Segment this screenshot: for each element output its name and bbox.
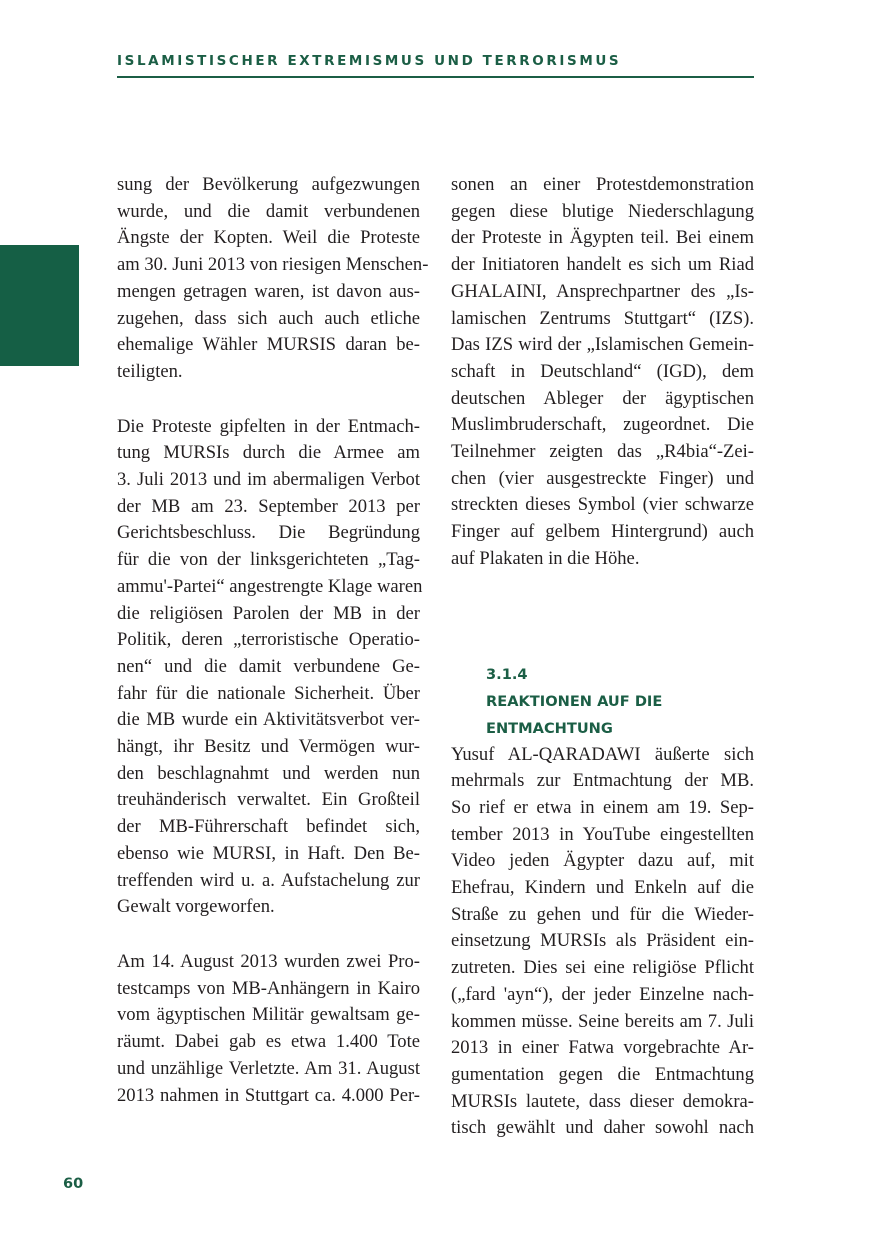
text-line: hängt, ihr Besitz und Vermögen wur- — [117, 736, 420, 758]
text-line: Das IZS wird der „Islamischen Gemein- — [451, 334, 754, 356]
text-line: Muslimbruderschaft, zugeordnet. Die — [451, 414, 754, 436]
text-line: Straße zu gehen und für die Wieder- — [451, 903, 754, 925]
text-line: Finger auf gelbem Hintergrund) auch — [451, 521, 754, 543]
text-line: Ehefrau, Kindern und Enkeln auf die — [451, 877, 754, 899]
text-line: testcamps von MB-Anhängern in Kairo — [117, 977, 420, 999]
text-line: Die Proteste gipfelten in der Entmach- — [117, 415, 420, 437]
text-line: nen“ und die damit verbundene Ge- — [117, 655, 420, 677]
chapter-side-tab — [0, 245, 79, 366]
text-line: 2013 nahmen in Stuttgart ca. 4.000 Per- — [117, 1084, 420, 1106]
text-line: deutschen Ableger der ägyptischen — [451, 387, 754, 409]
text-line: Gewalt vorgeworfen. — [117, 896, 275, 918]
text-line: die religiösen Parolen der MB in der — [117, 602, 420, 624]
text-line: Yusuf AL-QARADAWI äußerte sich — [451, 743, 754, 765]
running-header-title: ISLAMISTISCHER EXTREMISMUS UND TERRORISMUS — [117, 53, 622, 69]
text-line: Ängste der Kopten. Weil die Proteste — [117, 227, 420, 249]
text-line: kommen müsse. Seine bereits am 7. Juli — [451, 1010, 754, 1032]
text-line: mehrmals zur Entmachtung der MB. — [451, 770, 754, 792]
text-line: („fard 'ayn“), der jeder Einzelne nach- — [451, 983, 754, 1005]
text-line: zutreten. Dies sei eine religiöse Pflicht — [451, 957, 754, 979]
text-line: schaft in Deutschland“ (IGD), dem — [451, 360, 754, 382]
text-line: räumt. Dabei gab es etwa 1.400 Tote — [117, 1031, 420, 1053]
text-line: gegen diese blutige Niederschlagung — [451, 200, 754, 222]
text-line: Am 14. August 2013 wurden zwei Pro- — [117, 950, 420, 972]
text-line: ebenso wie MURSI, in Haft. Den Be- — [117, 842, 420, 864]
paragraph — [451, 742, 754, 1143]
text-line: Teilnehmer zeigten das „R4bia“-Zei- — [451, 441, 754, 463]
paragraph — [117, 414, 423, 921]
text-line: treffenden wird u. a. Aufstachelung zur — [117, 869, 420, 891]
text-line: GHALAINI, Ansprechpartner des „Is- — [451, 280, 754, 302]
text-line: mengen getragen waren, ist davon aus- — [117, 280, 420, 302]
text-line: lamischen Zentrums Stuttgart“ (IZS). — [451, 307, 754, 329]
text-line: der Proteste in Ägypten teil. Bei einem — [451, 227, 754, 249]
text-line: ammu'-Partei“ angestrengte Klage waren — [117, 575, 423, 597]
text-line: Video jeden Ägypter dazu auf, mit — [451, 850, 754, 872]
paragraph — [451, 172, 754, 573]
section-title-line: REAKTIONEN AUF DIE — [486, 692, 663, 710]
text-line: fahr für die nationale Sicherheit. Über — [117, 682, 420, 704]
text-line: gumentation gegen die Entmachtung — [451, 1063, 754, 1085]
section-spacer — [451, 601, 754, 661]
text-line: am 30. Juni 2013 von riesigen Menschen- — [117, 254, 429, 276]
text-line: sonen an einer Protestdemonstration — [451, 174, 754, 195]
text-line: zugehen, dass sich auch auch etliche — [117, 307, 420, 329]
paragraph — [117, 949, 420, 1109]
text-line: und unzählige Verletzte. Am 31. August — [117, 1057, 420, 1079]
text-line: tung MURSIs durch die Armee am — [117, 442, 420, 464]
text-line: einsetzung MURSIs als Präsident ein- — [451, 930, 754, 952]
text-line: tisch gewählt und daher sowohl nach — [451, 1117, 754, 1139]
text-line: für die von der linksgerichteten „Tag- — [117, 549, 420, 571]
text-line: 2013 in einer Fatwa vorgebrachte Ar- — [451, 1037, 754, 1059]
text-line: sung der Bevölkerung aufgezwungen — [117, 174, 420, 195]
section-number: 3.1.4 — [486, 665, 528, 683]
text-line: vom ägyptischen Militär gewaltsam ge- — [117, 1004, 420, 1026]
text-line: chen (vier ausgestreckte Finger) und — [451, 467, 754, 489]
header-rule — [117, 76, 754, 78]
text-line: auf Plakaten in die Höhe. — [451, 547, 640, 569]
text-line: der MB am 23. September 2013 per — [117, 495, 420, 517]
paragraph — [117, 172, 429, 386]
text-line: Gerichtsbeschluss. Die Begründung — [117, 522, 420, 544]
text-line: den beschlagnahmt und werden nun — [117, 762, 420, 784]
section-heading — [451, 661, 754, 742]
left-text-column — [117, 172, 429, 1137]
text-line: Politik, deren „terroristische Operatio- — [117, 629, 420, 651]
text-line: MURSIs lautete, dass dieser demokra- — [451, 1090, 754, 1112]
text-line: ehemalige Wähler MURSIS daran be- — [117, 334, 420, 356]
text-line: der Initiatoren handelt es sich um Riad — [451, 254, 754, 276]
text-line: So rief er etwa in einem am 19. Sep- — [451, 796, 754, 818]
right-text-column — [451, 172, 754, 1170]
text-line: tember 2013 in YouTube eingestellten — [451, 823, 754, 845]
text-line: die MB wurde ein Aktivitätsverbot ver- — [117, 709, 420, 731]
section-title-line: ENTMACHTUNG — [486, 719, 613, 737]
page-number: 60 — [63, 1176, 84, 1192]
text-line: teiligten. — [117, 360, 183, 382]
text-line: streckten dieses Symbol (vier schwarze — [451, 494, 754, 516]
text-line: der MB-Führerschaft befindet sich, — [117, 816, 420, 838]
text-line: treuhänderisch verwaltet. Ein Großteil — [117, 789, 420, 811]
text-line: wurde, und die damit verbundenen — [117, 200, 420, 222]
text-line: 3. Juli 2013 und im abermaligen Verbot — [117, 469, 420, 491]
